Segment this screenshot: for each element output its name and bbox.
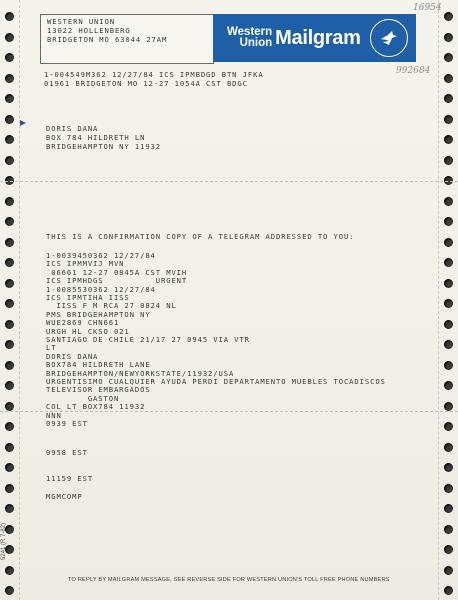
telegram-line: DORIS DANA [46, 351, 99, 361]
feed-hole [5, 340, 14, 349]
left-perforation-line [19, 0, 20, 600]
handwritten-number: 16954 [413, 3, 442, 13]
feed-hole [5, 463, 14, 472]
feed-hole [5, 115, 14, 124]
feed-hole [444, 258, 453, 267]
sender-line: BRIDGETON MO 63044 27AM [47, 35, 168, 44]
feed-hole [444, 545, 453, 554]
recipient-line: DORIS DANA [46, 124, 99, 133]
closing-code: MGMCOMP [46, 492, 83, 501]
feed-hole [444, 33, 453, 42]
feed-hole [5, 33, 14, 42]
feed-hole [5, 504, 14, 513]
form-number: 5241 (R 7-82) [1, 522, 7, 560]
telegram-line: ICS IPMTIHA IISS [46, 293, 130, 302]
feed-hole [444, 586, 453, 595]
feed-hole [444, 402, 453, 411]
feed-hole [444, 279, 453, 288]
feed-hole [444, 135, 453, 144]
feed-hole [5, 258, 14, 267]
routing-line: 01961 BRIDGETON MO 12-27 1054A CST BDGC [44, 79, 248, 88]
telegram-line: WUE2869 CHN661 [46, 318, 120, 328]
confirmation-statement: THIS IS A CONFIRMATION COPY OF A TELEGRAM ADDRESSED TO YOU: [46, 232, 355, 241]
feed-hole [5, 135, 14, 144]
feed-hole [444, 217, 453, 226]
closing-time: 11159 EST [46, 474, 94, 483]
feed-hole [444, 566, 453, 575]
stamped-number: 992684 [396, 66, 431, 76]
feed-hole [5, 238, 14, 247]
feed-hole [5, 279, 14, 288]
right-perforation-line [438, 0, 439, 600]
telegram-line: GASTON [46, 393, 120, 403]
telegram-line: IISS F M RCA 27 0824 NL [46, 301, 177, 311]
telegram-line: 1-0085530362 12/27/84 [46, 284, 156, 294]
feed-hole [444, 443, 453, 452]
telegram-line: 0939 EST [46, 419, 88, 428]
telegram-line: 06661 12-27 0845A CST MVIH [46, 267, 188, 277]
western-union-mailgram-logo [213, 14, 416, 62]
feed-hole [5, 156, 14, 165]
telegram-line: PMS BRIDGEHAMPTON NY [46, 309, 151, 319]
usps-eagle-seal-icon [370, 19, 408, 57]
closing-time: 0958 EST [46, 448, 88, 457]
feed-hole [444, 463, 453, 472]
logo-union: Union [239, 37, 273, 49]
feed-hole [444, 504, 453, 513]
telegram-line: TELEVISOR EMBARGADOS [46, 385, 151, 395]
feed-hole [5, 484, 14, 493]
sender-line: WESTERN UNION [47, 17, 115, 26]
telegram-line: ICS IPMMVIJ MVN [46, 259, 125, 269]
left-perforation-strip [0, 0, 18, 600]
feed-hole [444, 238, 453, 247]
feed-hole [444, 12, 453, 21]
reply-instructions: TO REPLY BY MAILGRAM MESSAGE, SEE REVERSE SIDE FOR WESTERN UNION'S TOLL FREE PHONE NUMBERS [68, 577, 390, 583]
telegram-line: LT [46, 343, 57, 353]
feed-hole [444, 525, 453, 534]
recipient-line: BOX 784 HILDRETH LN [46, 133, 146, 142]
feed-hole [5, 74, 14, 83]
feed-hole [5, 94, 14, 103]
feed-hole [444, 381, 453, 390]
feed-hole [444, 115, 453, 124]
feed-hole [5, 566, 14, 575]
feed-hole [444, 299, 453, 308]
telegram-line: COL LT BOX784 11932 [46, 402, 146, 412]
feed-hole [5, 422, 14, 431]
address-pointer-icon [20, 120, 26, 126]
feed-hole [5, 320, 14, 329]
telegram-line: BRIDGEHAMPTON/NEWYORKSTATE/11932/USA [46, 368, 235, 378]
feed-hole [444, 361, 453, 370]
sender-line: 13022 HOLLENBERG [47, 26, 131, 35]
feed-hole [444, 53, 453, 62]
feed-hole [444, 320, 453, 329]
telegram-line: URGENTISIMO CUALQUIER AYUDA PERDI DEPARTAMENTO MUEBLES TOCADISCOS [46, 377, 386, 386]
feed-hole [5, 299, 14, 308]
telegram-line: NNN [46, 410, 62, 420]
feed-hole [5, 443, 14, 452]
mailgram-wordmark: Mailgram [275, 26, 361, 49]
feed-hole [5, 217, 14, 226]
feed-hole [444, 94, 453, 103]
feed-hole [5, 197, 14, 206]
feed-hole [5, 12, 14, 21]
telegram-line: BOX784 HILDRETH LANE [46, 360, 151, 370]
feed-hole [444, 197, 453, 206]
right-perforation-strip [440, 0, 458, 600]
routing-line: 1-004549M362 12/27/84 ICS IPMBDGD BTN JFKA [44, 70, 264, 79]
western-union-wordmark [227, 27, 272, 49]
telegram-line: ICS IPMHDGS URGENT [46, 276, 188, 286]
feed-hole [5, 53, 14, 62]
feed-hole [444, 340, 453, 349]
feed-hole [444, 484, 453, 493]
telegram-line: 1-0039450362 12/27/84 [46, 251, 156, 260]
feed-hole [444, 422, 453, 431]
feed-hole [5, 402, 14, 411]
feed-hole [444, 156, 453, 165]
recipient-line: BRIDGEHAMPTON NY 11932 [46, 142, 161, 151]
feed-hole [5, 381, 14, 390]
logo-western: Western [227, 26, 273, 38]
feed-hole [444, 74, 453, 83]
feed-hole [5, 361, 14, 370]
feed-hole [5, 586, 14, 595]
telegram-line: URGH HL CKSO 021 [46, 326, 130, 336]
sender-address-box [40, 14, 214, 64]
page-fold-line [0, 181, 458, 182]
telegram-line: SANTIAGO DE CHILE 21/17 27 0945 VIA VTR [46, 335, 250, 344]
